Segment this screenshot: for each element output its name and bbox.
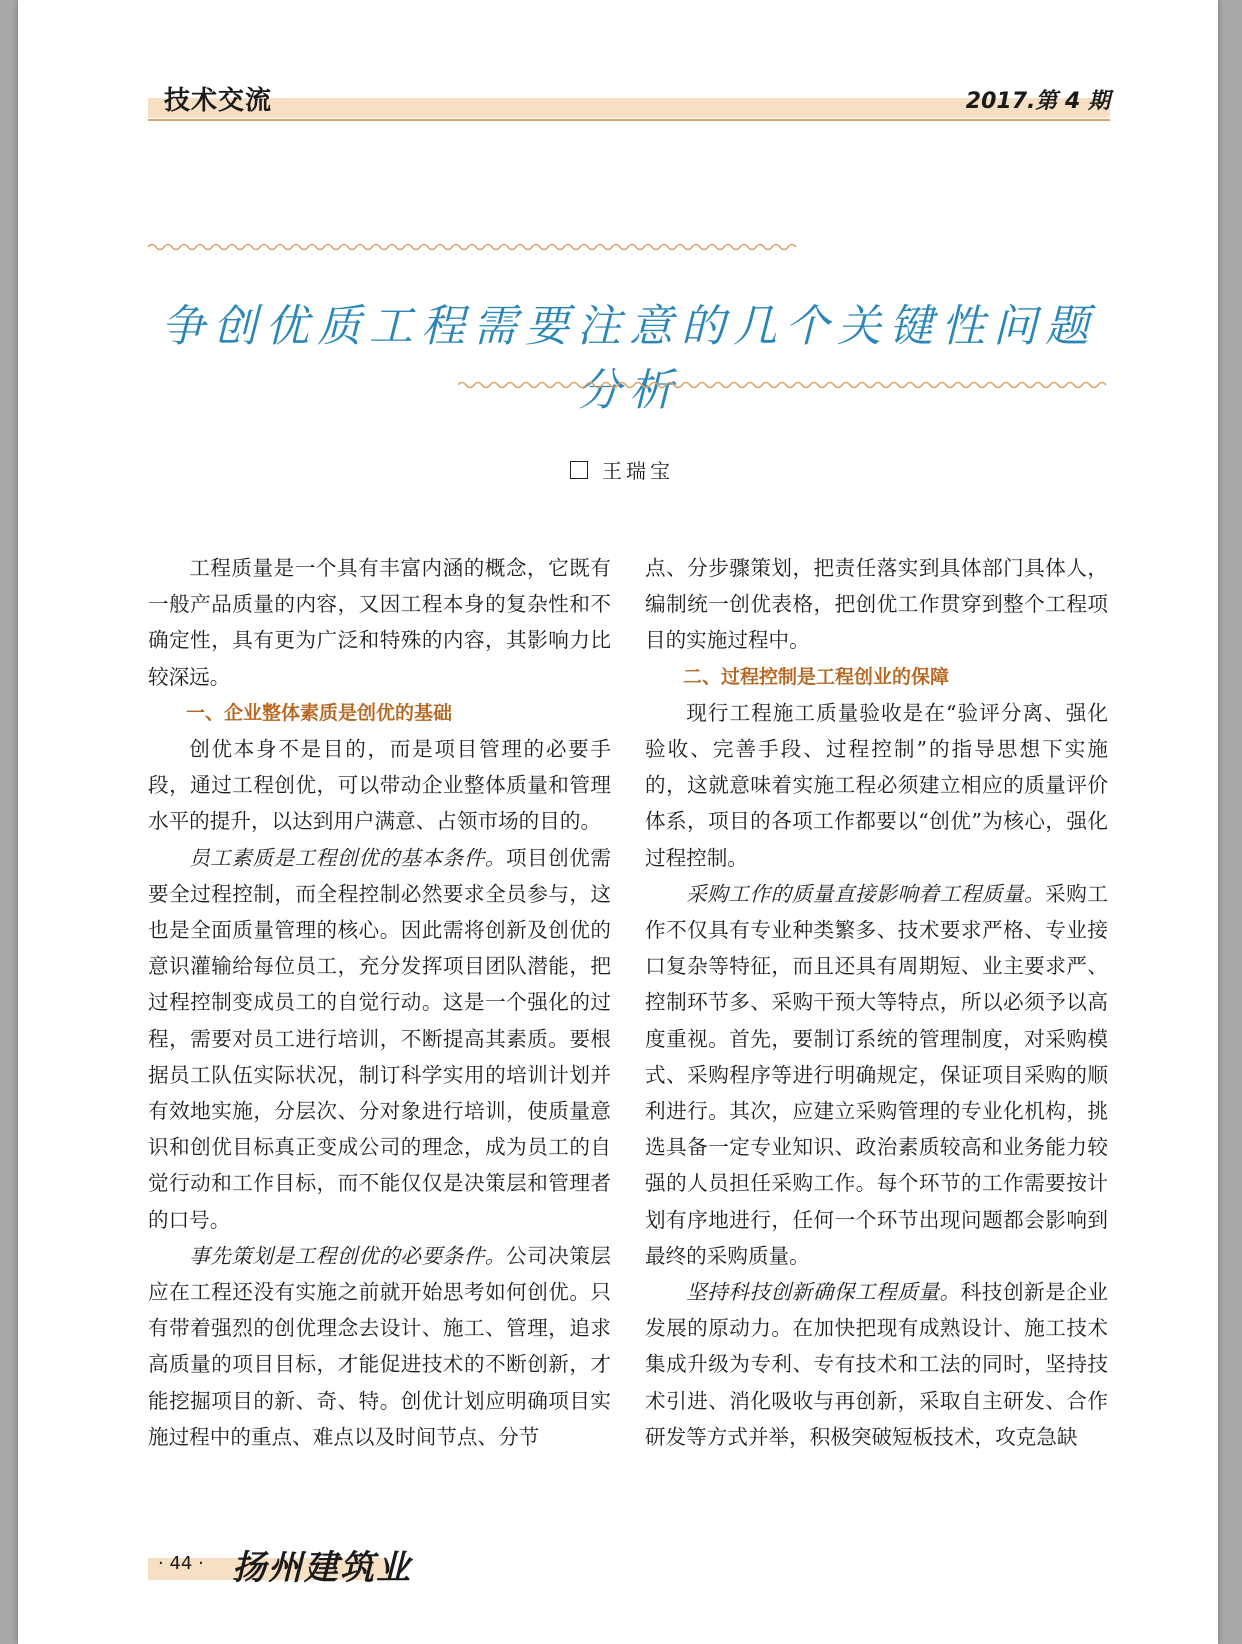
journal-logo: 扬州建筑业 (232, 1548, 412, 1588)
title-wave-bottom (458, 380, 1110, 390)
issue-label: 2017.第 4 期 (965, 89, 1110, 114)
paragraph-lead: 采购工作的质量直接影响着工程质量。 (686, 881, 1046, 906)
paragraph-lead: 坚持科技创新确保工程质量。 (686, 1280, 961, 1305)
paragraph-body: 公司决策层应在工程还没有实施之前就开始思考如何创优。只有带着强烈的创优理念去设计、施工、管理，追求高质量的项目目标，才能促进技术的不断创新，才能挖掘项目的新、奇、特。创优计划应明确项目实施过程中的重点、难点以及时间节点、分节 (148, 1243, 612, 1449)
paragraph-lead: 事先策划是工程创优的必要条件。 (189, 1243, 506, 1268)
paragraph (148, 1238, 611, 1455)
article-title: 争创优质工程需要注意的几个关键性问题分析 (161, 301, 1097, 416)
paragraph (645, 876, 1108, 1274)
paragraph (148, 840, 611, 1238)
author-line (570, 455, 674, 484)
paragraph: 点、分步骤策划，把责任落实到具体部门具体人，编制统一创优表格，把创优工作贯穿到整个工程项目的实施过程中。 (645, 556, 1108, 653)
section-heading-1: 一、企业整体素质是创优的基础 (186, 701, 453, 724)
header-rule (148, 119, 1110, 121)
paragraph-body: 项目创优需要全过程控制，而全程控制必然要求全员参与，这也是全面质量管理的核心。因此需将创新及创优的意识灌输给每位员工，充分发挥项目团队潜能，把过程控制变成员工的自觉行动。这是一个强化的过程，需要对员工进行培训，不断提高其素质。要根据员工队伍实际状况，制订科学实用的培训计划并有效地实施，分层次、分对象进行培训，使质量意识和创优目标真正变成公司的理念，成为员工的自觉行动和工作目标，而不能仅仅是决策层和管理者的口号。 (148, 845, 612, 1232)
section-heading-2: 二、过程控制是工程创业的保障 (683, 665, 950, 688)
paragraph: 现行工程施工质量验收是在“验评分离、强化验收、完善手段、过程控制”的指导思想下实施的，这就意味着实施工程必须建立相应的质量评价体系，项目的各项工作都要以“创优”为核心，强化过程控制。 (645, 700, 1108, 870)
paragraph: 创优本身不是目的，而是项目管理的必要手段，通过工程创优，可以带动企业整体质量和管理水平的提升，以达到用户满意、占领市场的目的。 (148, 737, 611, 834)
paragraph-body: 科技创新是企业发展的原动力。在加快把现有成熟设计、施工技术集成升级为专利、专有技术和工法的同时，坚持技术引进、消化吸收与再创新，采取自主研发、合作研发等方式并举，积极突破短板技术，攻克急缺 (645, 1280, 1109, 1449)
paragraph: 工程质量是一个具有丰富内涵的概念，它既有一般产品质量的内容，又因工程本身的复杂性和不确定性，具有更为广泛和特殊的内容，其影响力比较深远。 (148, 556, 611, 689)
author-square-icon (570, 461, 588, 479)
right-column (645, 550, 1108, 1455)
section-label: 技术交流 (164, 86, 273, 116)
paragraph-body: 采购工作不仅具有专业种类繁多、技术要求严格、专业接口复杂等特征，而且还具有周期短、业主要求严、控制环节多、采购干预大等特点，所以必须予以高度重视。首先，要制订系统的管理制度，对采购模式、采购程序等进行明确规定，保证项目采购的顺利进行。其次，应建立采购管理的专业化机构，挑选具备一定专业知识、政治素质较高和业务能力较强的人员担任采购工作。每个环节的工作需要按计划有序地进行，任何一个环节出现问题都会影响到最终的采购质量。 (645, 881, 1108, 1268)
author-name: 王瑞宝 (602, 459, 674, 483)
title-wave-top (148, 242, 798, 252)
left-column (148, 550, 611, 1455)
page-number: · 44 · (158, 1553, 204, 1574)
paragraph-lead: 员工素质是工程创优的基本条件。 (189, 845, 506, 870)
document-page (18, 0, 1218, 1644)
paragraph (645, 1274, 1108, 1455)
